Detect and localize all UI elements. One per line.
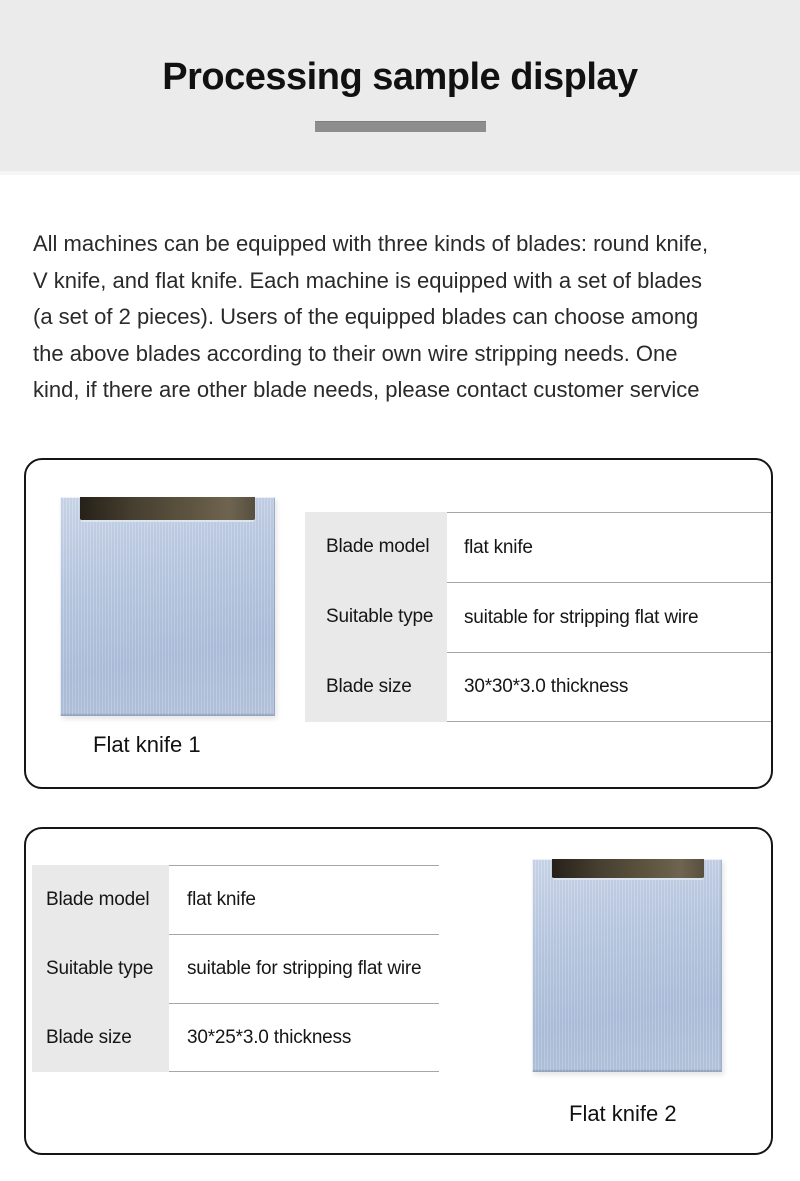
intro-line: kind, if there are other blade needs, please contact customer service [33,377,700,402]
spec-row-suitable-type [305,582,771,652]
spec-value: flat knife [447,512,771,582]
spec-value: 30*30*3.0 thickness [447,652,771,722]
spec-row-suitable-type [32,934,439,1003]
spec-value: flat knife [169,865,439,934]
spec-row-blade-size [305,652,771,722]
intro-line: (a set of 2 pieces). Users of the equipped blades can choose among [33,304,699,329]
spec-table-2 [32,865,439,1072]
blade-slot-notch [552,859,704,880]
spec-label: Suitable type [326,606,434,627]
spec-table-1 [305,512,771,722]
page-title: Processing sample display [162,56,638,98]
product-card-flat-knife-2 [24,827,773,1155]
spec-row-blade-size [32,1003,439,1072]
header-band [0,0,800,175]
spec-value: suitable for stripping flat wire [447,582,771,652]
intro-line: the above blades according to their own wire stripping needs. One [33,340,678,366]
spec-row-blade-model [305,512,771,582]
spec-label: Suitable type [46,957,154,979]
spec-label: Blade model [326,536,430,557]
blade-caption-2: Flat knife 2 [569,1101,677,1126]
blade-caption-1: Flat knife 1 [93,732,201,757]
spec-label: Blade model [46,888,150,910]
spec-row-blade-model [32,865,439,934]
spec-value: 30*25*3.0 thickness [169,1003,439,1072]
spec-value: suitable for stripping flat wire [169,934,439,1003]
spec-label: Blade size [326,676,412,697]
intro-line: V knife, and flat knife. Each machine is equipped with a set of blades [33,267,702,293]
title-underline-bar [315,121,486,132]
blade-photo-2 [532,859,722,1072]
intro-paragraph [33,226,773,409]
spec-label: Blade size [46,1026,132,1048]
blade-photo-1 [60,497,275,716]
blade-slot-notch [80,497,255,522]
product-card-flat-knife-1 [24,458,773,789]
intro-line: All machines can be equipped with three kinds of blades: round knife, [33,231,709,256]
